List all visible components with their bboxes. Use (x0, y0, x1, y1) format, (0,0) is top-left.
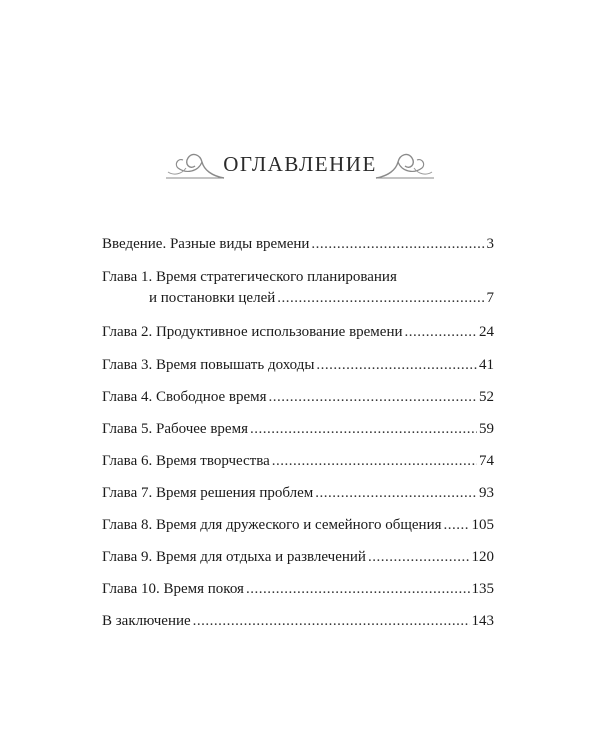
toc-entry[interactable] (102, 613, 494, 630)
dot-leader (272, 453, 477, 470)
flourish-right-icon (374, 148, 436, 184)
toc-entry-label: Глава 3. Время повышать доходы (102, 357, 315, 373)
toc-entry-label: Глава 9. Время для отдыха и развлечений (102, 549, 366, 565)
dot-leader (315, 485, 477, 502)
toc-entry[interactable] (102, 236, 494, 253)
toc-entry[interactable] (102, 421, 494, 438)
dot-leader (269, 389, 477, 406)
dot-leader (193, 613, 470, 630)
toc-entry-label: Глава 6. Время творчества (102, 453, 270, 469)
toc-entry-page: 52 (479, 389, 494, 405)
toc-entry[interactable] (102, 453, 494, 470)
toc-entry-page: 143 (471, 613, 494, 629)
toc-entry-label: Введение. Разные виды времени (102, 236, 310, 252)
toc-entry-label: Глава 2. Продуктивное использование времени (102, 324, 403, 340)
toc-entry-page: 120 (471, 549, 494, 565)
toc-entry-label: Глава 10. Время покоя (102, 581, 244, 597)
toc-entry[interactable] (102, 389, 494, 406)
toc-entry-page: 24 (479, 324, 494, 340)
dot-leader (246, 581, 470, 598)
toc-entry-page: 93 (479, 485, 494, 501)
toc-entry-label: Глава 5. Рабочее время (102, 421, 248, 437)
dot-leader (444, 517, 470, 534)
toc-entry[interactable] (102, 269, 494, 307)
dot-leader (316, 357, 477, 374)
toc-entry-page: 59 (479, 421, 494, 437)
toc-entry-label: и постановки целей (149, 290, 276, 306)
toc-entry[interactable] (102, 324, 494, 341)
toc-entry-page: 41 (479, 357, 494, 373)
toc-entry-label: В заключение (102, 613, 191, 629)
dot-leader (368, 549, 470, 566)
dot-leader (311, 236, 484, 253)
toc-entry[interactable] (102, 549, 494, 566)
toc-entry-label: Глава 7. Время решения проблем (102, 485, 314, 501)
toc-entry[interactable] (102, 581, 494, 598)
title-block (150, 148, 450, 188)
toc-entry-label-line1: Глава 1. Время стратегического планирования (102, 269, 397, 285)
toc-entry-page: 7 (486, 290, 494, 306)
toc-entry-page: 74 (479, 453, 494, 469)
toc-entry[interactable] (102, 357, 494, 374)
toc-entry-label: Глава 4. Свободное время (102, 389, 267, 405)
toc-entry[interactable] (102, 485, 494, 502)
dot-leader (405, 324, 477, 341)
toc-entry-page: 3 (486, 236, 494, 252)
dot-leader (277, 290, 484, 307)
toc-entry-label: Глава 8. Время для дружеского и семейного общения (102, 517, 442, 533)
toc-entry-page: 105 (471, 517, 494, 533)
toc-entry-page: 135 (471, 581, 494, 597)
page-title: ОГЛАВЛЕНИЕ (223, 152, 377, 176)
dot-leader (250, 421, 477, 438)
toc-entry[interactable] (102, 517, 494, 534)
